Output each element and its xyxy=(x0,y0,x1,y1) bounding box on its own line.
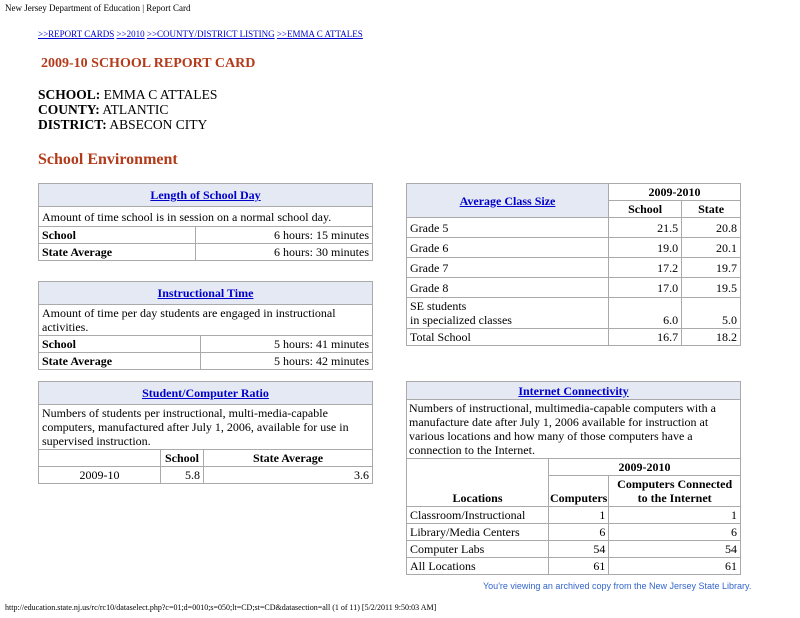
district-name: ABSECON CITY xyxy=(109,117,208,132)
table-row: Total School 16.7 18.2 xyxy=(407,329,741,346)
instructional-time-table xyxy=(38,281,373,370)
internet-connectivity-desc: Numbers of instructional, multimedia-capable computers with a manufacture date after July 1, 2006 available for instruction at various locations and how many of those computers have a connection to the Internet. xyxy=(407,400,741,459)
table-row: Grade 8 17.0 19.5 xyxy=(407,278,741,298)
student-computer-ratio-link[interactable]: Student/Computer Ratio xyxy=(142,386,269,400)
archive-note: You're viewing an archived copy from the New Jersey State Library. xyxy=(483,581,752,591)
breadcrumb-report-cards[interactable]: >>REPORT CARDS xyxy=(38,29,115,39)
table-row: SE students in specialized classes 6.0 5.0 xyxy=(407,298,741,329)
page-title: 2009-10 SCHOOL REPORT CARD xyxy=(41,56,256,71)
table-row: Grade 6 19.0 20.1 xyxy=(407,238,741,258)
length-of-day-desc: Amount of time school is in session on a normal school day. xyxy=(39,207,373,227)
section-title: School Environment xyxy=(38,151,178,168)
length-of-day-table xyxy=(38,183,373,261)
breadcrumb-school[interactable]: >>EMMA C ATTALES xyxy=(276,29,363,39)
internet-connectivity-link[interactable]: Internet Connectivity xyxy=(518,383,629,398)
table-row: School 5 hours: 41 minutes xyxy=(39,336,373,353)
county-name: ATLANTIC xyxy=(102,102,169,117)
class-size-table: Average Class Size 2009-2010 School State Grade 5 21.5 20.8 Grade 6 19.0 20.1 Grade 7 17.2 19.7 Grade 8 17.0 19.5 SE students in specialized classes 6.0 5.0 Total School 16.7 18.2 xyxy=(406,183,741,346)
table-row: State Average 6 hours: 30 minutes xyxy=(39,244,373,261)
school-info xyxy=(38,87,217,132)
class-size-link[interactable]: Average Class Size xyxy=(459,193,556,208)
breadcrumb xyxy=(38,29,363,39)
student-computer-ratio-table: Student/Computer Ratio Numbers of students per instructional, multi-media-capable computers, manufactured after July 1, 2006, available for use in supervised instruction. School State Average 2009-10 5.8 3.6 xyxy=(38,381,373,484)
internet-connectivity-table: Internet Connectivity Numbers of instructional, multimedia-capable computers with a manufacture date after July 1, 2006 available for instruction at various locations and how many of those computers have a connection to the Internet. Locations 2009-2010 Computers Computers Connected to the Internet Classroom/Instructional 1 1 Library/Media Centers 6 6 Computer Labs 54 54 All Locations 61 61 xyxy=(406,381,741,575)
table-row: All Locations 61 61 xyxy=(407,558,741,575)
district-label: DISTRICT: xyxy=(38,117,107,132)
table-row: 2009-10 5.8 3.6 xyxy=(39,467,373,484)
page-url: http://education.state.nj.us/rc/rc10/dataselect.php?c=01;d=0010;s=050;lt=CD;st=CD&datasection=all (1 of 11) [5/2/2011 9:50:03 AM] xyxy=(5,603,437,612)
student-computer-ratio-desc: Numbers of students per instructional, multi-media-capable computers, manufactured after July 1, 2006, available for use in supervised instruction. xyxy=(39,405,373,450)
county-label: COUNTY: xyxy=(38,102,100,117)
school-name: EMMA C ATTALES xyxy=(103,87,218,102)
table-row: School 6 hours: 15 minutes xyxy=(39,227,373,244)
table-row: Library/Media Centers 6 6 xyxy=(407,524,741,541)
table-row: Grade 7 17.2 19.7 xyxy=(407,258,741,278)
instructional-time-desc: Amount of time per day students are engaged in instructional activities. xyxy=(39,305,373,336)
breadcrumb-county-district[interactable]: >>COUNTY/DISTRICT LISTING xyxy=(146,29,275,39)
table-row: Classroom/Instructional 1 1 xyxy=(407,507,741,524)
instructional-time-link[interactable]: Instructional Time xyxy=(157,286,254,300)
table-row: Grade 5 21.5 20.8 xyxy=(407,218,741,238)
table-row: Computer Labs 54 54 xyxy=(407,541,741,558)
school-label: SCHOOL: xyxy=(38,87,101,102)
table-row: State Average 5 hours: 42 minutes xyxy=(39,353,373,370)
window-title: New Jersey Department of Education | Report Card xyxy=(5,3,191,13)
breadcrumb-2010[interactable]: >>2010 xyxy=(116,29,145,39)
length-of-day-link[interactable]: Length of School Day xyxy=(150,188,261,202)
